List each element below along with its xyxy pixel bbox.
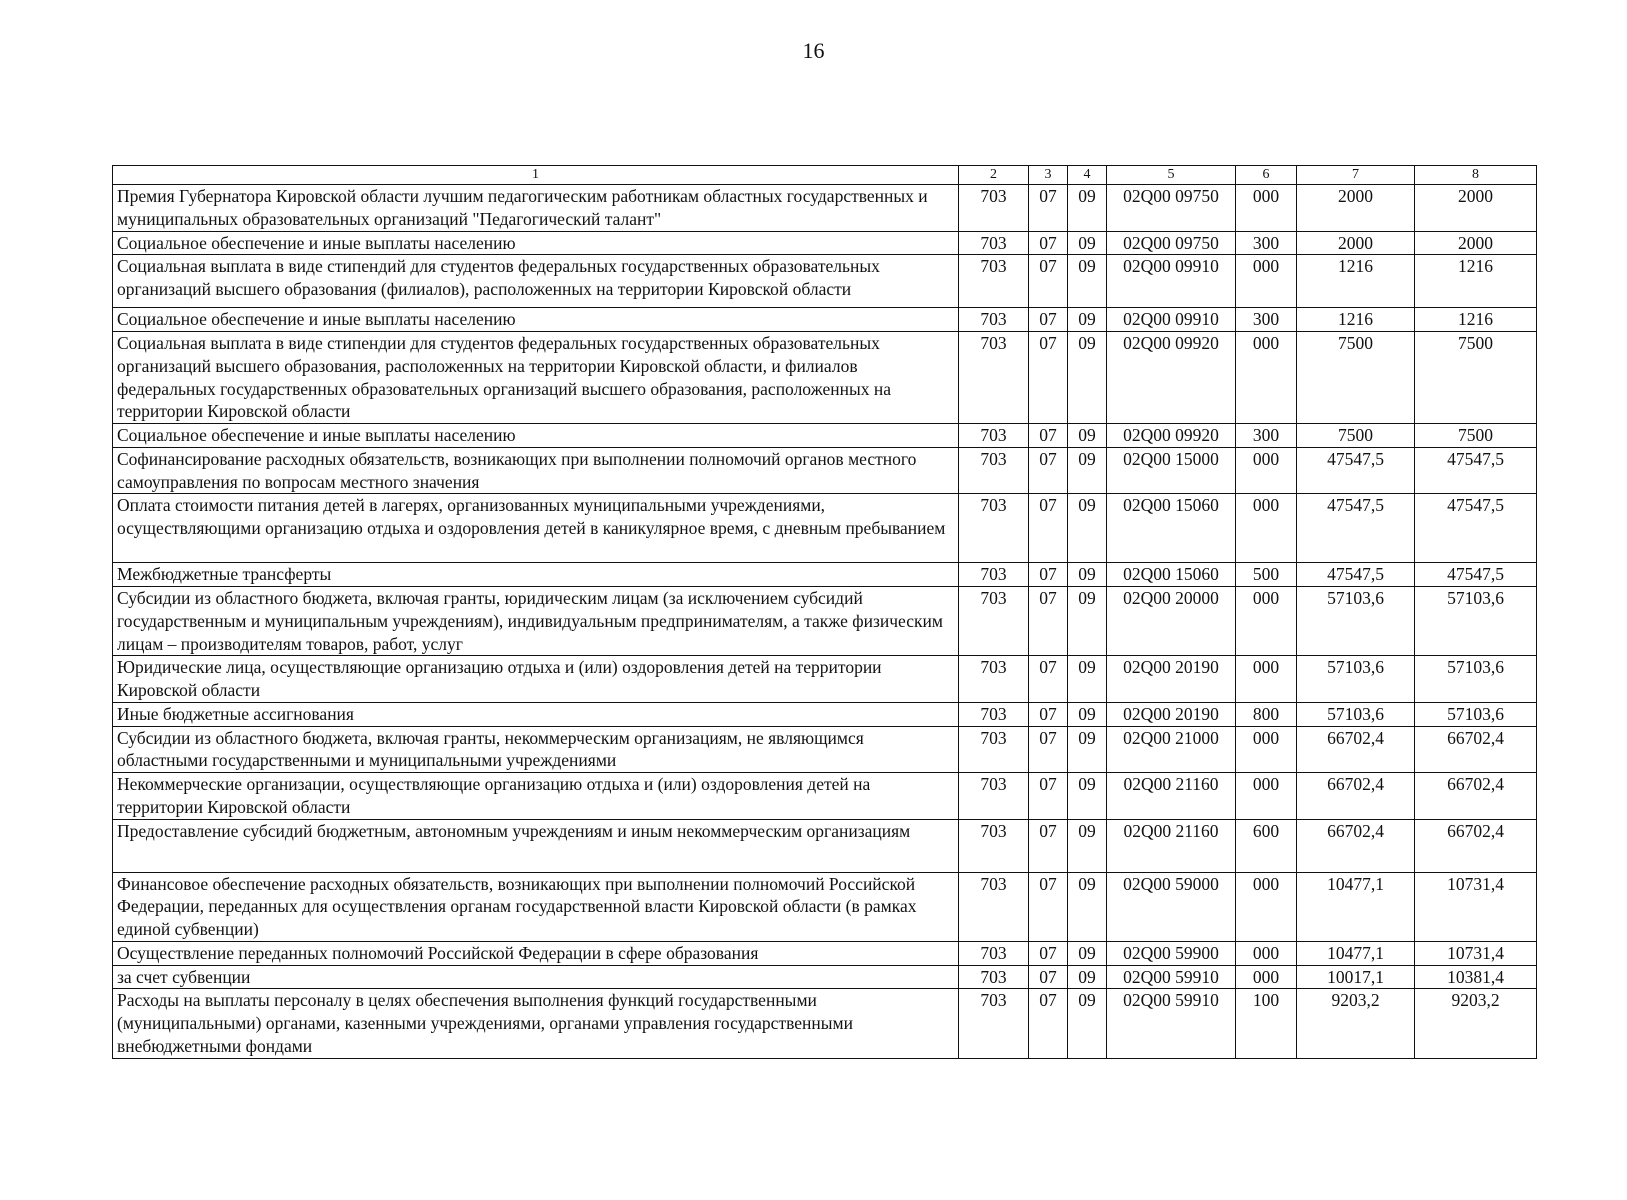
row-amount-col8: 2000 [1415,185,1537,232]
row-ministry-code: 703 [959,563,1029,587]
row-name: Субсидии из областного бюджета, включая гранты, юридическим лицам (за исключением субсидий государственным и муниципальным учреждениям), индивидуальным предпринимателям, а также физическим лицам – производителям товаров, работ, услуг [113,587,959,656]
row-ministry-code: 703 [959,185,1029,232]
row-subsection: 09 [1068,702,1107,726]
row-section: 07 [1029,185,1068,232]
row-expense-type: 800 [1236,702,1297,726]
row-amount-col8: 2000 [1415,231,1537,255]
row-amount-col8: 1216 [1415,308,1537,332]
row-ministry-code: 703 [959,726,1029,773]
table-row [113,332,1537,424]
row-name: Социальная выплата в виде стипендии для студентов федеральных государственных образовательных организаций высшего образования, расположенных на территории Кировской области, и филиалов федеральных государственных образовательных организаций высшего образования, расположенных на территории Кировской области [113,332,959,424]
row-section: 07 [1029,424,1068,448]
row-amount-col7: 47547,5 [1297,447,1415,494]
row-subsection: 09 [1068,656,1107,703]
row-ministry-code: 703 [959,587,1029,656]
table-row [113,308,1537,332]
column-number: 5 [1107,166,1236,185]
column-number: 2 [959,166,1029,185]
row-amount-col8: 7500 [1415,424,1537,448]
row-target-article: 02Q00 09910 [1107,308,1236,332]
row-ministry-code: 703 [959,773,1029,820]
row-name: Некоммерческие организации, осуществляющие организацию отдыха и (или) оздоровления детей на территории Кировской области [113,773,959,820]
row-target-article: 02Q00 09910 [1107,255,1236,308]
row-amount-col7: 57103,6 [1297,656,1415,703]
row-section: 07 [1029,941,1068,965]
row-amount-col8: 10731,4 [1415,872,1537,941]
row-amount-col7: 66702,4 [1297,726,1415,773]
row-subsection: 09 [1068,494,1107,563]
row-target-article: 02Q00 20190 [1107,702,1236,726]
row-amount-col7: 1216 [1297,255,1415,308]
row-name: Субсидии из областного бюджета, включая гранты, некоммерческим организациям, не являющимся областными государственными и муниципальными учреждениями [113,726,959,773]
row-ministry-code: 703 [959,447,1029,494]
row-subsection: 09 [1068,726,1107,773]
row-target-article: 02Q00 59910 [1107,965,1236,989]
row-expense-type: 000 [1236,773,1297,820]
row-amount-col7: 57103,6 [1297,702,1415,726]
row-name: Софинансирование расходных обязательств, возникающих при выполнении полномочий органов местного самоуправления по вопросам местного значения [113,447,959,494]
column-number: 1 [113,166,959,185]
row-amount-col8: 47547,5 [1415,494,1537,563]
row-section: 07 [1029,702,1068,726]
table-row [113,231,1537,255]
row-section: 07 [1029,332,1068,424]
row-name: Премия Губернатора Кировской области лучшим педагогическим работникам областных государственных и муниципальных образовательных организаций "Педагогический талант" [113,185,959,232]
row-name: Расходы на выплаты персоналу в целях обеспечения выполнения функций государственными (муниципальными) органами, казенными учреждениями, органами управления государственными внебюджетными фондами [113,989,959,1058]
row-amount-col7: 57103,6 [1297,587,1415,656]
row-amount-col8: 57103,6 [1415,702,1537,726]
row-amount-col8: 1216 [1415,255,1537,308]
row-subsection: 09 [1068,819,1107,872]
table-row [113,989,1537,1058]
row-section: 07 [1029,563,1068,587]
table-row [113,702,1537,726]
row-expense-type: 500 [1236,563,1297,587]
row-amount-col7: 7500 [1297,332,1415,424]
row-name: за счет субвенции [113,965,959,989]
row-subsection: 09 [1068,872,1107,941]
row-name: Юридические лица, осуществляющие организацию отдыха и (или) оздоровления детей на территории Кировской области [113,656,959,703]
row-amount-col8: 47547,5 [1415,563,1537,587]
row-amount-col8: 57103,6 [1415,587,1537,656]
table-row [113,185,1537,232]
row-subsection: 09 [1068,773,1107,820]
row-section: 07 [1029,989,1068,1058]
table-row [113,872,1537,941]
table-row [113,587,1537,656]
row-expense-type: 000 [1236,255,1297,308]
row-subsection: 09 [1068,563,1107,587]
row-expense-type: 300 [1236,231,1297,255]
row-subsection: 09 [1068,587,1107,656]
row-amount-col8: 10381,4 [1415,965,1537,989]
table-body [113,185,1537,1059]
row-subsection: 09 [1068,231,1107,255]
column-number: 7 [1297,166,1415,185]
row-ministry-code: 703 [959,965,1029,989]
row-target-article: 02Q00 59000 [1107,872,1236,941]
table-row [113,563,1537,587]
row-target-article: 02Q00 21000 [1107,726,1236,773]
table-row [113,447,1537,494]
row-section: 07 [1029,773,1068,820]
row-expense-type: 000 [1236,965,1297,989]
row-ministry-code: 703 [959,424,1029,448]
row-amount-col8: 66702,4 [1415,819,1537,872]
row-target-article: 02Q00 21160 [1107,773,1236,820]
row-name: Социальная выплата в виде стипендий для студентов федеральных государственных образовательных организаций высшего образования (филиалов), расположенных на территории Кировской области [113,255,959,308]
table-row [113,726,1537,773]
budget-table [112,165,1537,1059]
row-amount-col8: 66702,4 [1415,726,1537,773]
row-target-article: 02Q00 21160 [1107,819,1236,872]
row-amount-col7: 10477,1 [1297,872,1415,941]
row-ministry-code: 703 [959,494,1029,563]
row-name: Оплата стоимости питания детей в лагерях, организованных муниципальными учреждениями, осуществляющими организацию отдыха и оздоровления детей в каникулярное время, с дневным пребыванием [113,494,959,563]
row-amount-col8: 10731,4 [1415,941,1537,965]
row-amount-col7: 1216 [1297,308,1415,332]
row-section: 07 [1029,447,1068,494]
table-row [113,656,1537,703]
row-expense-type: 000 [1236,587,1297,656]
column-number-row [113,166,1537,185]
row-expense-type: 300 [1236,424,1297,448]
row-expense-type: 000 [1236,447,1297,494]
row-target-article: 02Q00 15060 [1107,494,1236,563]
row-target-article: 02Q00 59910 [1107,989,1236,1058]
row-expense-type: 000 [1236,872,1297,941]
column-number: 4 [1068,166,1107,185]
row-ministry-code: 703 [959,332,1029,424]
column-number: 3 [1029,166,1068,185]
row-amount-col8: 57103,6 [1415,656,1537,703]
row-name: Предоставление субсидий бюджетным, автономным учреждениям и иным некоммерческим организациям [113,819,959,872]
row-name: Межбюджетные трансферты [113,563,959,587]
row-amount-col7: 10017,1 [1297,965,1415,989]
table-row [113,494,1537,563]
row-name: Осуществление переданных полномочий Российской Федерации в сфере образования [113,941,959,965]
row-ministry-code: 703 [959,255,1029,308]
row-subsection: 09 [1068,989,1107,1058]
row-ministry-code: 703 [959,702,1029,726]
row-target-article: 02Q00 20190 [1107,656,1236,703]
row-target-article: 02Q00 15000 [1107,447,1236,494]
row-expense-type: 000 [1236,941,1297,965]
row-section: 07 [1029,656,1068,703]
row-subsection: 09 [1068,185,1107,232]
row-subsection: 09 [1068,255,1107,308]
row-section: 07 [1029,231,1068,255]
table-row [113,965,1537,989]
row-target-article: 02Q00 09750 [1107,231,1236,255]
row-ministry-code: 703 [959,231,1029,255]
row-section: 07 [1029,308,1068,332]
row-amount-col7: 2000 [1297,185,1415,232]
row-subsection: 09 [1068,447,1107,494]
table-row [113,819,1537,872]
row-section: 07 [1029,726,1068,773]
row-subsection: 09 [1068,941,1107,965]
row-amount-col7: 7500 [1297,424,1415,448]
row-expense-type: 000 [1236,185,1297,232]
row-ministry-code: 703 [959,308,1029,332]
row-expense-type: 000 [1236,726,1297,773]
row-expense-type: 600 [1236,819,1297,872]
row-name: Социальное обеспечение и иные выплаты населению [113,231,959,255]
row-subsection: 09 [1068,332,1107,424]
row-subsection: 09 [1068,424,1107,448]
page-number: 16 [802,38,825,63]
table-row [113,773,1537,820]
row-amount-col8: 7500 [1415,332,1537,424]
row-amount-col8: 47547,5 [1415,447,1537,494]
row-ministry-code: 703 [959,872,1029,941]
row-target-article: 02Q00 15060 [1107,563,1236,587]
row-expense-type: 000 [1236,656,1297,703]
row-expense-type: 300 [1236,308,1297,332]
row-name: Финансовое обеспечение расходных обязательств, возникающих при выполнении полномочий Российской Федерации, переданных для осуществления органам государственной власти Кировской области (в рамках единой субвенции) [113,872,959,941]
row-amount-col7: 2000 [1297,231,1415,255]
row-section: 07 [1029,819,1068,872]
column-number: 6 [1236,166,1297,185]
row-name: Социальное обеспечение и иные выплаты населению [113,308,959,332]
row-name: Иные бюджетные ассигнования [113,702,959,726]
row-target-article: 02Q00 09750 [1107,185,1236,232]
row-ministry-code: 703 [959,656,1029,703]
row-subsection: 09 [1068,308,1107,332]
row-ministry-code: 703 [959,941,1029,965]
row-target-article: 02Q00 09920 [1107,424,1236,448]
row-expense-type: 000 [1236,494,1297,563]
row-amount-col7: 66702,4 [1297,773,1415,820]
row-section: 07 [1029,965,1068,989]
row-target-article: 02Q00 20000 [1107,587,1236,656]
table-row [113,424,1537,448]
row-section: 07 [1029,494,1068,563]
row-expense-type: 000 [1236,332,1297,424]
table-row [113,941,1537,965]
row-target-article: 02Q00 59900 [1107,941,1236,965]
row-ministry-code: 703 [959,989,1029,1058]
row-amount-col7: 66702,4 [1297,819,1415,872]
table-row [113,255,1537,308]
row-ministry-code: 703 [959,819,1029,872]
row-amount-col7: 9203,2 [1297,989,1415,1058]
row-amount-col7: 47547,5 [1297,494,1415,563]
row-amount-col7: 47547,5 [1297,563,1415,587]
row-subsection: 09 [1068,965,1107,989]
row-section: 07 [1029,255,1068,308]
row-amount-col8: 9203,2 [1415,989,1537,1058]
row-amount-col8: 66702,4 [1415,773,1537,820]
row-expense-type: 100 [1236,989,1297,1058]
column-number: 8 [1415,166,1537,185]
row-amount-col7: 10477,1 [1297,941,1415,965]
row-target-article: 02Q00 09920 [1107,332,1236,424]
row-section: 07 [1029,587,1068,656]
row-section: 07 [1029,872,1068,941]
row-name: Социальное обеспечение и иные выплаты населению [113,424,959,448]
